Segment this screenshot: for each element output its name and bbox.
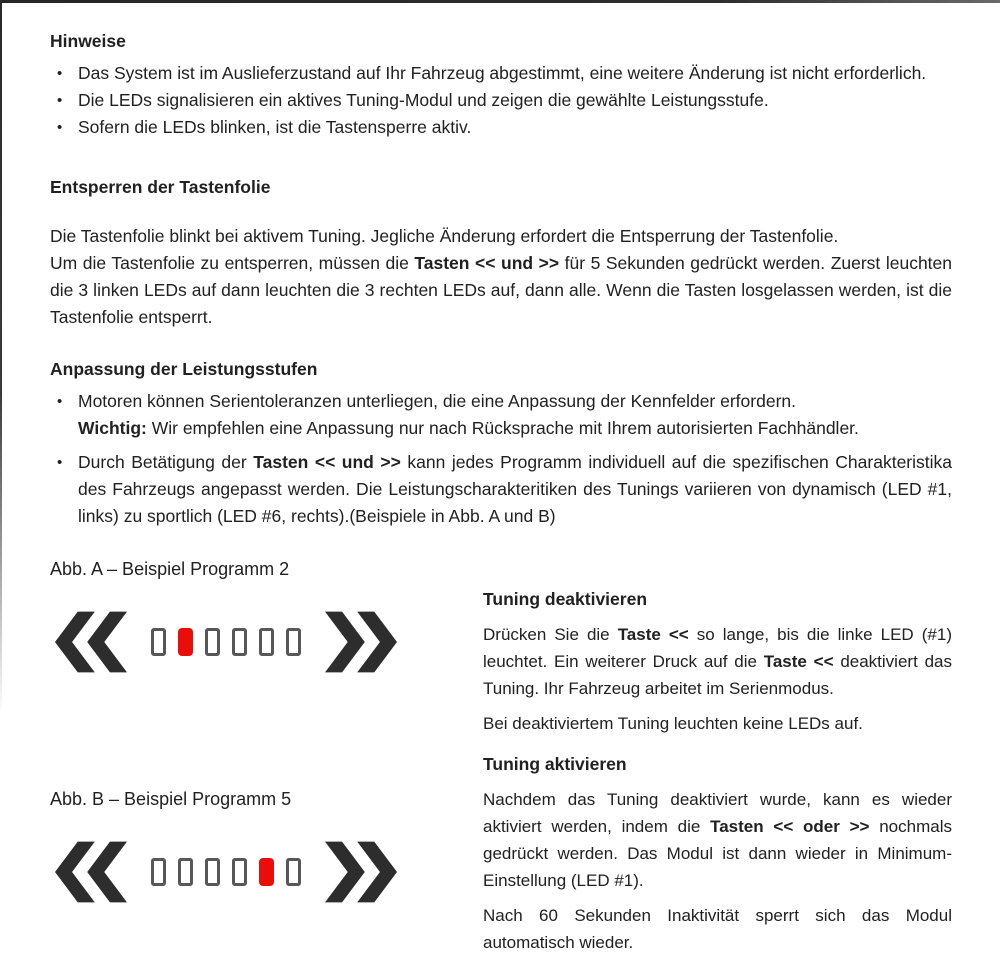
anpassung-bullet-1-line-1: Motoren können Serientoleranzen unterliegen, die eine Anpassung der Kennfelder erfordern. <box>78 391 796 411</box>
chevron-double-left-icon <box>55 611 127 673</box>
tuning-deaktivieren-note: Bei deaktiviertem Tuning leuchten keine LEDs auf. <box>483 714 863 733</box>
anpassung-bullet-1 <box>50 388 952 442</box>
page-top-edge-line <box>0 0 1000 3</box>
tuning-deaktivieren-heading: Tuning deaktivieren <box>483 589 648 609</box>
led-indicator-row <box>151 628 301 656</box>
anpassung-heading: Anpassung der Leistungsstufen <box>50 359 318 379</box>
led-indicator-3 <box>205 628 220 656</box>
entsperren-paragraph-1: Die Tastenfolie blinkt bei aktivem Tuning. Jegliche Änderung erfordert die Entsperrung der Tastenfolie. <box>50 226 839 246</box>
chevron-double-right-icon <box>325 841 397 903</box>
section-anpassung <box>50 356 952 530</box>
led-indicator-1 <box>151 858 166 886</box>
led-indicator-6 <box>286 858 301 886</box>
entsperren-heading: Entsperren der Tastenfolie <box>50 177 271 197</box>
led-indicator-row <box>151 858 301 886</box>
hinweise-bullet-3-text: Sofern die LEDs blinken, ist die Tastensperre aktiv. <box>78 117 472 137</box>
led-indicator-5 <box>259 628 274 656</box>
hinweise-bullet-1 <box>50 60 952 87</box>
hinweise-bullet-3 <box>50 114 952 141</box>
anpassung-bullet-list <box>50 388 952 530</box>
page-left-edge-line <box>0 0 2 715</box>
anpassung-bullet-2-text: Durch Betätigung der Tasten << und >> kann jedes Programm individuell auf die spezifischen Charakteristika des Fahrzeugs angepasst werden. Die Leistungscharakteritiken des Tunings variieren von dynamisch (LED #1, links) zu sportlich (LED #6, rechts).(Beispiele in Abb. A und B) <box>78 452 953 526</box>
led-indicator-2-active <box>178 628 193 656</box>
figure-a-label: Abb. A – Beispiel Programm 2 <box>50 559 290 579</box>
led-indicator-1 <box>151 628 166 656</box>
led-indicator-4 <box>232 628 247 656</box>
right-column <box>483 586 952 956</box>
figure-b-label: Abb. B – Beispiel Programm 5 <box>50 789 292 809</box>
led-indicator-4 <box>232 858 247 886</box>
hinweise-bullet-list <box>50 60 952 141</box>
hinweise-bullet-2-text: Die LEDs signalisieren ein aktives Tuning-Modul und zeigen die gewählte Leistungsstufe. <box>78 90 769 110</box>
led-indicator-2 <box>178 858 193 886</box>
figure-b-led-display <box>55 841 397 903</box>
figure-a-led-display <box>55 611 397 673</box>
hinweise-heading: Hinweise <box>50 31 126 51</box>
anpassung-bullet-1-line-2: Wichtig: Wir empfehlen eine Anpassung nur nach Rücksprache mit Ihrem autorisierten Fachhändler. <box>78 418 859 438</box>
chevron-double-left-icon <box>55 841 127 903</box>
section-entsperren <box>50 174 952 331</box>
entsperren-paragraph-2: Um die Tastenfolie zu entsperren, müssen die Tasten << und >> für 5 Sekunden gedrückt werden. Zuerst leuchten die 3 linken LEDs auf dann leuchten die 3 rechten LEDs auf, dann alle. Wenn die Tasten losgelassen werden, ist die Tastenfolie entsperrt. <box>50 253 953 327</box>
led-indicator-3 <box>205 858 220 886</box>
bullet-icon: • <box>57 393 63 410</box>
hinweise-bullet-2 <box>50 87 952 114</box>
bullet-icon: • <box>57 119 63 136</box>
led-indicator-5-active <box>259 858 274 886</box>
led-indicator-6 <box>286 628 301 656</box>
tuning-aktivieren-paragraph: Nachdem das Tuning deaktiviert wurde, kann es wieder aktiviert werden, indem die Tasten << oder >> nochmals gedrückt werden. Das Modul ist dann wieder in Minimum-Einstellung (LED #1). <box>483 790 952 890</box>
tuning-aktivieren-heading: Tuning aktivieren <box>483 754 627 774</box>
anpassung-bullet-2 <box>50 449 952 530</box>
chevron-double-right-icon <box>325 611 397 673</box>
bullet-icon: • <box>57 454 63 471</box>
tuning-aktivieren-note: Nach 60 Sekunden Inaktivität sperrt sich das Modul automatisch wieder. <box>483 906 952 952</box>
hinweise-bullet-1-text: Das System ist im Auslieferzustand auf Ihr Fahrzeug abgestimmt, eine weitere Änderung ist nicht erforderlich. <box>78 63 927 83</box>
section-hinweise <box>50 28 952 141</box>
bullet-icon: • <box>57 65 63 82</box>
tuning-deaktivieren-paragraph: Drücken Sie die Taste << so lange, bis die linke LED (#1) leuchtet. Ein weiterer Druck auf die Taste << deaktiviert das Tuning. Ihr Fahrzeug arbeitet im Serienmodus. <box>483 625 952 698</box>
bullet-icon: • <box>57 92 63 109</box>
